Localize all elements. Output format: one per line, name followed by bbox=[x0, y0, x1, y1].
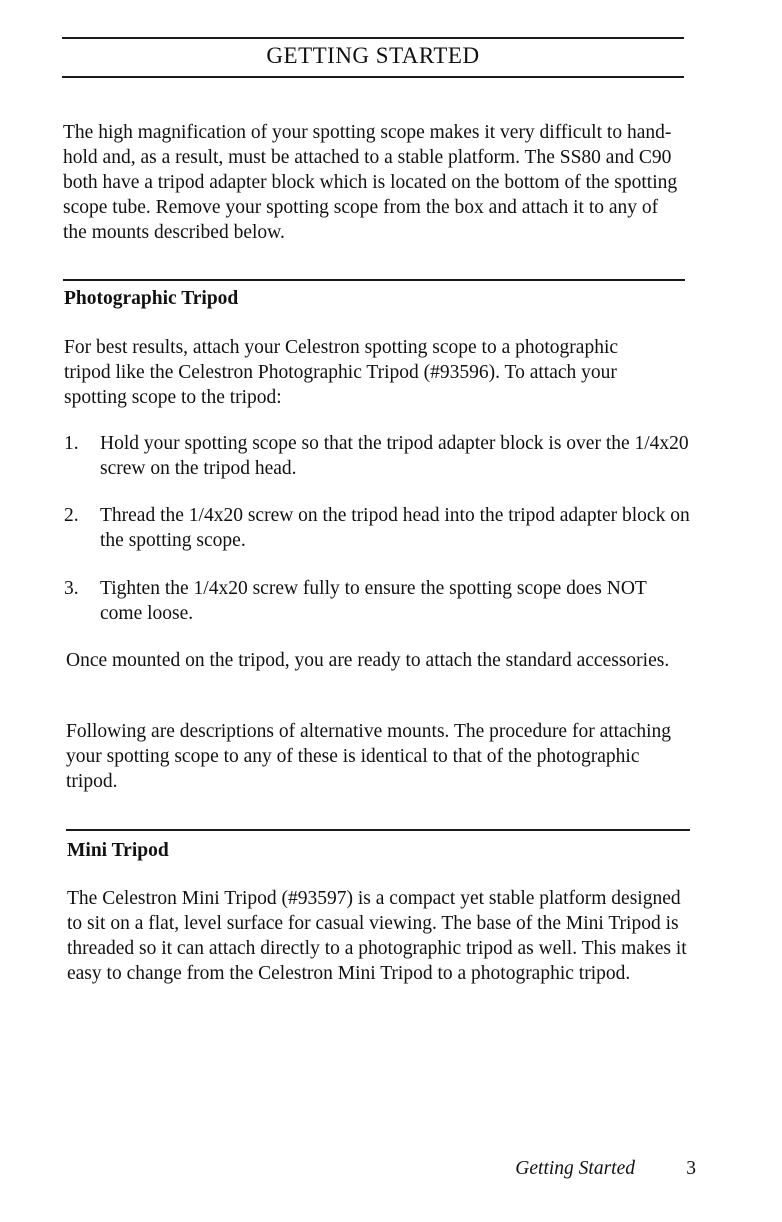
list-item bbox=[64, 431, 690, 481]
list-item bbox=[64, 576, 690, 626]
mini-tripod-paragraph: The Celestron Mini Tripod (#93597) is a compact yet stable platform designed to sit on a flat, level surface for casual viewing. The base of the Mini Tripod is threaded so it can attach directly to a photographic tripod as well. This makes it easy to change from the Celestron Mini Tripod to a photographic tripod. bbox=[67, 888, 687, 984]
header-top-rule bbox=[62, 37, 684, 39]
list-item-number: 1. bbox=[64, 433, 79, 454]
list-item-text: Tighten the 1/4x20 screw fully to ensure the spotting scope does NOT come loose. bbox=[100, 578, 647, 624]
footer-section-title: Getting Started bbox=[515, 1158, 635, 1179]
heading-photographic-tripod: Photographic Tripod bbox=[64, 288, 239, 309]
list-item-text: Thread the 1/4x20 screw on the tripod head into the tripod adapter block on the spotting scope. bbox=[100, 505, 690, 551]
section-rule-photographic-tripod bbox=[63, 279, 685, 281]
list-item-text: Hold your spotting scope so that the tripod adapter block is over the 1/4x20 screw on the tripod head. bbox=[100, 433, 689, 479]
alternative-mounts-paragraph: Following are descriptions of alternative mounts. The procedure for attaching your spotting scope to any of these is identical to that of the photographic tripod. bbox=[66, 721, 672, 792]
section-rule-mini-tripod bbox=[66, 829, 690, 831]
intro-paragraph: The high magnification of your spotting scope makes it very difficult to hand-hold and, as a result, must be attached to a stable platform. The SS80 and C90 both have a tripod adapter block which is located on the bottom of the spotting scope tube. Remove your spotting scope from the box and attach it to any of the mounts described below. bbox=[63, 122, 678, 243]
list-item-number: 3. bbox=[64, 578, 79, 599]
heading-mini-tripod: Mini Tripod bbox=[67, 840, 169, 861]
page-title: GETTING STARTED bbox=[266, 43, 480, 68]
after-mounting-paragraph: Once mounted on the tripod, you are ready to attach the standard accessories. bbox=[66, 650, 670, 671]
list-item bbox=[64, 503, 690, 553]
list-item-number: 2. bbox=[64, 505, 79, 526]
header-bottom-rule bbox=[62, 76, 684, 78]
page-number: 3 bbox=[686, 1158, 696, 1179]
photographic-tripod-intro: For best results, attach your Celestron spotting scope to a photographic tripod like the Celestron Photographic Tripod (#93596). To attach your spotting scope to the tripod: bbox=[64, 337, 619, 408]
